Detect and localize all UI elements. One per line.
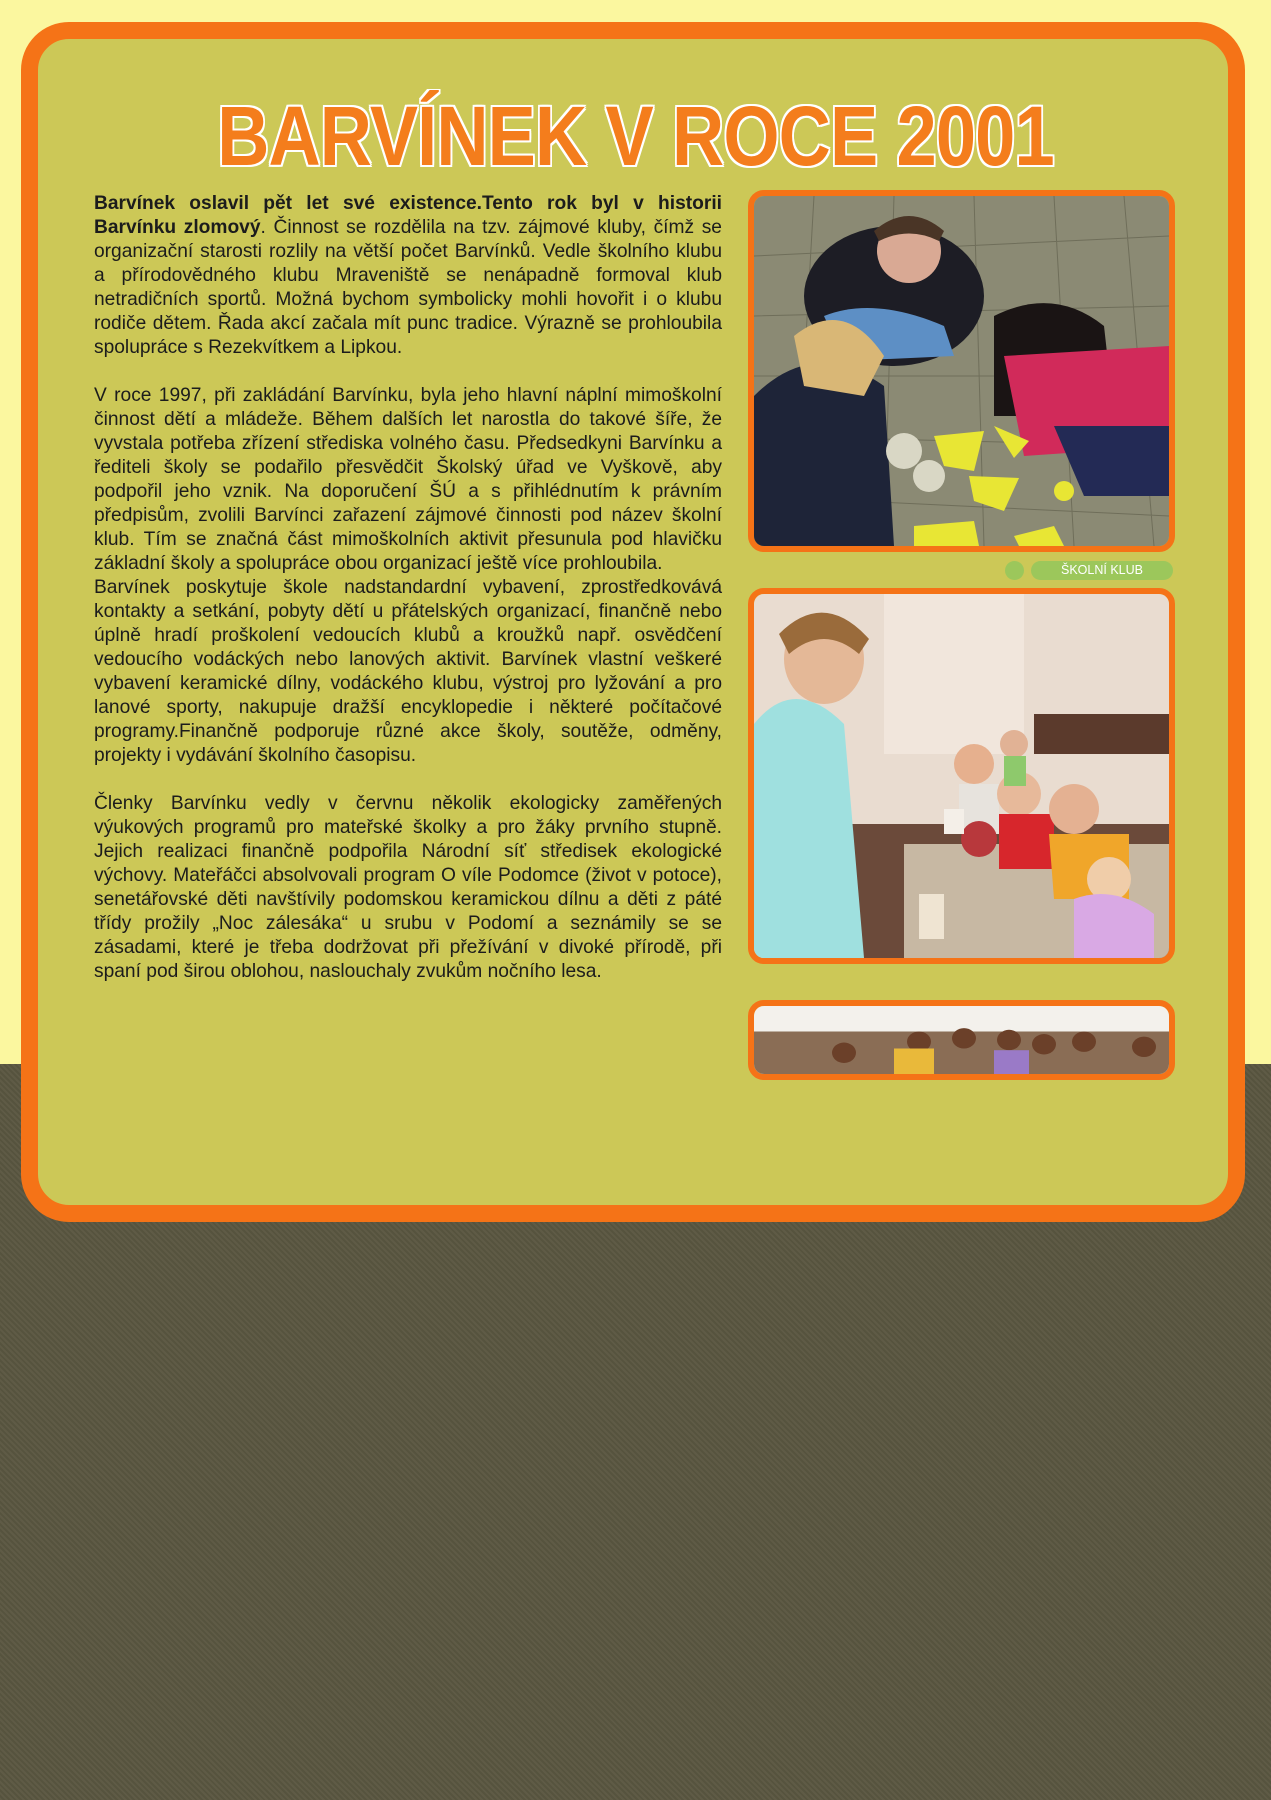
photo-school-club-image bbox=[754, 196, 1169, 546]
article-paragraph-1 bbox=[94, 192, 722, 360]
page-title: BARVÍNEK V ROCE 2001 bbox=[217, 89, 1054, 183]
photo-ceramics-workshop-image bbox=[754, 594, 1169, 958]
article-lead-rest: . Činnost se rozdělila na tzv. zájmové kluby, čímž se organizační starosti rozlily na větší počet Barvínků. Vedle školního klubu a přírodovědného klubu Mraveniště se nenápadně formoval klub netradičních sportů. Možná bychom symbolicky mohli hovořit i o klubu rodiče dětem. Řada akcí začala mít punc tradice. Výrazně se prohloubila spolupráce s Rezekvítkem a Lipkou. bbox=[94, 217, 722, 358]
article-body bbox=[94, 192, 722, 1008]
photo-kitchen-group bbox=[748, 1000, 1175, 1080]
article-lead-bold: Barvínek oslavil pět let své existence.Tento rok byl v historii Barvínku zlomový bbox=[94, 193, 722, 238]
photo-ceramics-workshop bbox=[748, 588, 1175, 964]
photo-kitchen-group-image bbox=[754, 1006, 1169, 1074]
article-paragraph-3: Barvínek poskytuje škole nadstandardní vybavení, zprostředkovává kontakty a setkání, pobyty dětí u přátelských organizací, finančně nebo úplně hradí proškolení vedoucích klubů a kroužků např. osvědčení vedoucího vodáckých nebo lanových aktivit. Barvínek vlastní veškeré vybavení keramické dílny, vodáckého klubu, výstroj pro lyžování a pro lanové sporty, nakupuje dražší encyklopedie i některé počítačové programy.Finančně podporuje různé akce školy, soutěže, odměny, projekty i vydávání školního časopisu. bbox=[94, 577, 722, 766]
photo-caption-school-club: ŠKOLNÍ KLUB bbox=[1031, 561, 1173, 580]
photo-school-club bbox=[748, 190, 1175, 552]
article-paragraph-4: Členky Barvínku vedly v červnu několik ekologicky zaměřených výukových programů pro mateřské školky a pro žáky prvního stupně. Jejich realizaci finančně podpořila Národní síť středisek ekologické výchovy. Mateřáčci absolvovali program O víle Podomce (život v potoce), senetářovské děti navštívily podomskou keramickou dílnu a děti z páté třídy prožily „Noc zálesáka“ u srubu v Podomí a seznámily se se zásadami, které je třeba dodržovat při přežívání v divoké přírodě, při spaní pod širou oblohou, naslouchaly zvukům nočního lesa. bbox=[94, 793, 722, 982]
article-paragraph-2: V roce 1997, při zakládání Barvínku, byla jeho hlavní náplní mimoškolní činnost dětí a mládeže. Během dalších let narostla do takové šíře, že vyvstala potřeba zřízení střediska volného času. Předsedkyni Barvínku a řediteli školy se podařilo přesvědčit Školský úřad ve Vyškově, aby podpořil jeho vznik. Na doporučení ŠÚ a s přihlédnutím k právním předpisům, zvolili Barvínci zařazení zájmové činnosti pod název školní klub. Tím se značná část mimoškolních aktivit přesunula pod hlavičku základní školy a spolupráce obou organizací ještě více prohloubila. bbox=[94, 385, 722, 574]
caption-dot bbox=[1005, 561, 1024, 580]
